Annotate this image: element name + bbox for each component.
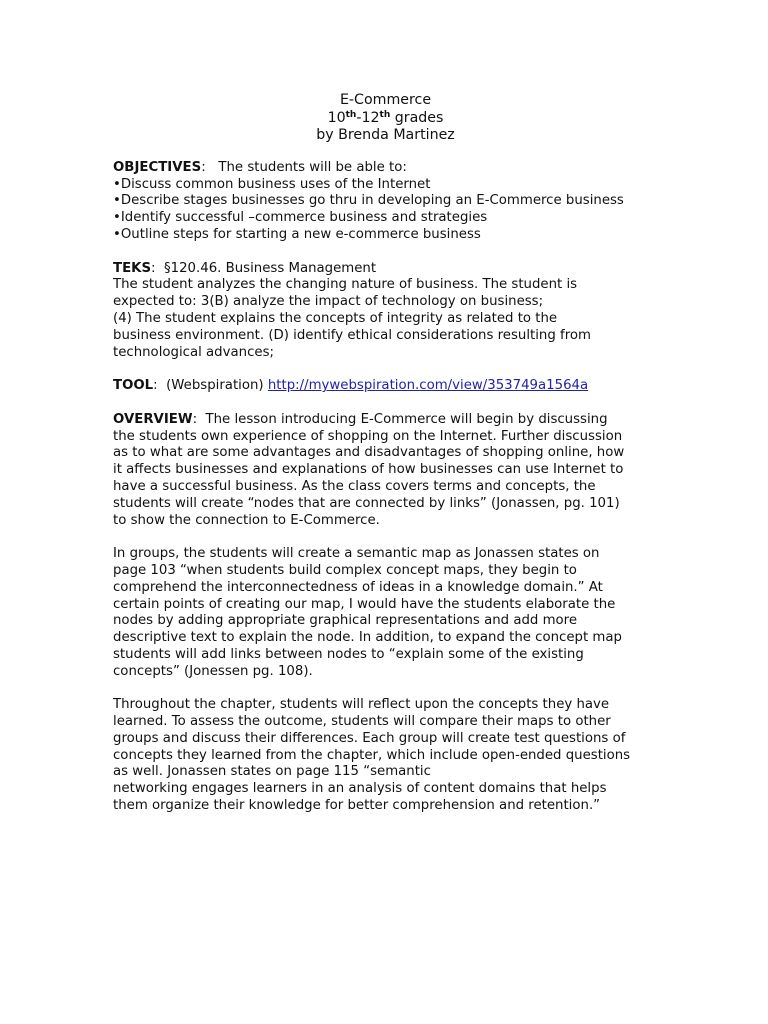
- objectives-heading: [113, 160, 658, 177]
- document-author: by Brenda Martinez: [316, 127, 455, 144]
- paragraph-line: comprehend the interconnectedness of ideas in a knowledge domain.” At: [113, 579, 603, 595]
- title-block: [113, 92, 658, 145]
- paragraph-line: In groups, the students will create a semantic map as Jonassen states on: [113, 546, 600, 562]
- paragraph-line: certain points of creating our map, I would have the students elaborate the: [113, 596, 616, 612]
- paragraph-line: them organize their knowledge for better comprehension and retention.”: [113, 798, 601, 814]
- paragraph-line: concepts they learned from the chapter, which include open-ended questions: [113, 747, 631, 763]
- webspiration-link[interactable]: http://mywebspiration.com/view/353749a1564a: [267, 378, 589, 394]
- grade-separator: -12: [356, 109, 380, 126]
- teks-line: expected to: 3(B) analyze the impact of technology on business;: [113, 294, 544, 310]
- teks-line: business environment. (D) identify ethical considerations resulting from: [113, 327, 591, 343]
- grade-start: 10: [327, 109, 346, 126]
- teks-line: (4) The student explains the concepts of integrity as related to the: [113, 310, 558, 326]
- teks-line: The student analyzes the changing nature of business. The student is: [113, 277, 578, 293]
- paragraph-line: page 103 “when students build complex concept maps, they begin to: [113, 562, 577, 578]
- document-title: E-Commerce: [339, 92, 432, 108]
- paragraph-line: students will add links between nodes to “explain some of the existing: [113, 646, 584, 662]
- paragraph-line: groups and discuss their differences. Each group will create test questions of: [113, 730, 626, 746]
- paragraph-line: as well. Jonassen states on page 115 “semantic: [113, 764, 431, 780]
- teks-heading: [113, 261, 658, 278]
- paragraph-line: networking engages learners in an analysis of content domains that helps: [113, 781, 607, 797]
- teks-label: TEKS: [113, 260, 152, 276]
- grade-start-suffix: th: [345, 109, 357, 120]
- objective-item: •Discuss common business uses of the Internet: [113, 176, 431, 192]
- document-page: [113, 92, 658, 832]
- grade-range: [113, 110, 658, 128]
- overview-text: : The lesson introducing E-Commerce will begin by discussing: [192, 411, 608, 427]
- tool-text: : (Webspiration): [153, 378, 268, 394]
- teks-standard: : §120.46. Business Management: [151, 260, 377, 276]
- grade-label: grades: [390, 109, 444, 126]
- tool-section: [113, 378, 658, 395]
- paragraph-line: learned. To assess the outcome, students will compare their maps to other: [113, 714, 611, 730]
- paragraph-line: descriptive text to explain the node. In addition, to expand the concept map: [113, 630, 622, 646]
- tool-line: [113, 378, 658, 395]
- overview-section: [113, 412, 658, 530]
- objective-item: •Describe stages businesses go thru in developing an E-Commerce business: [113, 193, 624, 209]
- grade-end-suffix: th: [379, 109, 391, 120]
- paragraph-line: concepts” (Jonessen pg. 108).: [113, 663, 313, 679]
- overview-line: to show the connection to E-Commerce.: [113, 512, 380, 528]
- objective-item: •Outline steps for starting a new e-commerce business: [113, 226, 481, 242]
- objectives-intro: : The students will be able to:: [201, 159, 407, 175]
- overview-line: have a successful business. As the class covers terms and concepts, the: [113, 478, 596, 494]
- overview-line: [113, 412, 658, 429]
- teks-line: technological advances;: [113, 344, 274, 360]
- assessment-paragraph: [113, 697, 658, 815]
- objectives-label: OBJECTIVES: [113, 159, 202, 175]
- groups-paragraph: [113, 546, 658, 680]
- objective-item: •Identify successful –commerce business and strategies: [113, 210, 488, 226]
- overview-line: students will create “nodes that are connected by links” (Jonassen, pg. 101): [113, 495, 620, 511]
- paragraph-line: nodes by adding appropriate graphical representations and add more: [113, 613, 578, 629]
- overview-line: it affects businesses and explanations of how businesses can use Internet to: [113, 462, 624, 478]
- overview-line: the students own experience of shopping on the Internet. Further discussion: [113, 428, 623, 444]
- paragraph-line: Throughout the chapter, students will reflect upon the concepts they have: [113, 697, 610, 713]
- teks-section: [113, 261, 658, 362]
- tool-label: TOOL: [113, 378, 154, 394]
- overview-line: as to what are some advantages and disadvantages of shopping online, how: [113, 445, 625, 461]
- overview-label: OVERVIEW: [113, 411, 193, 427]
- objectives-section: [113, 160, 658, 244]
